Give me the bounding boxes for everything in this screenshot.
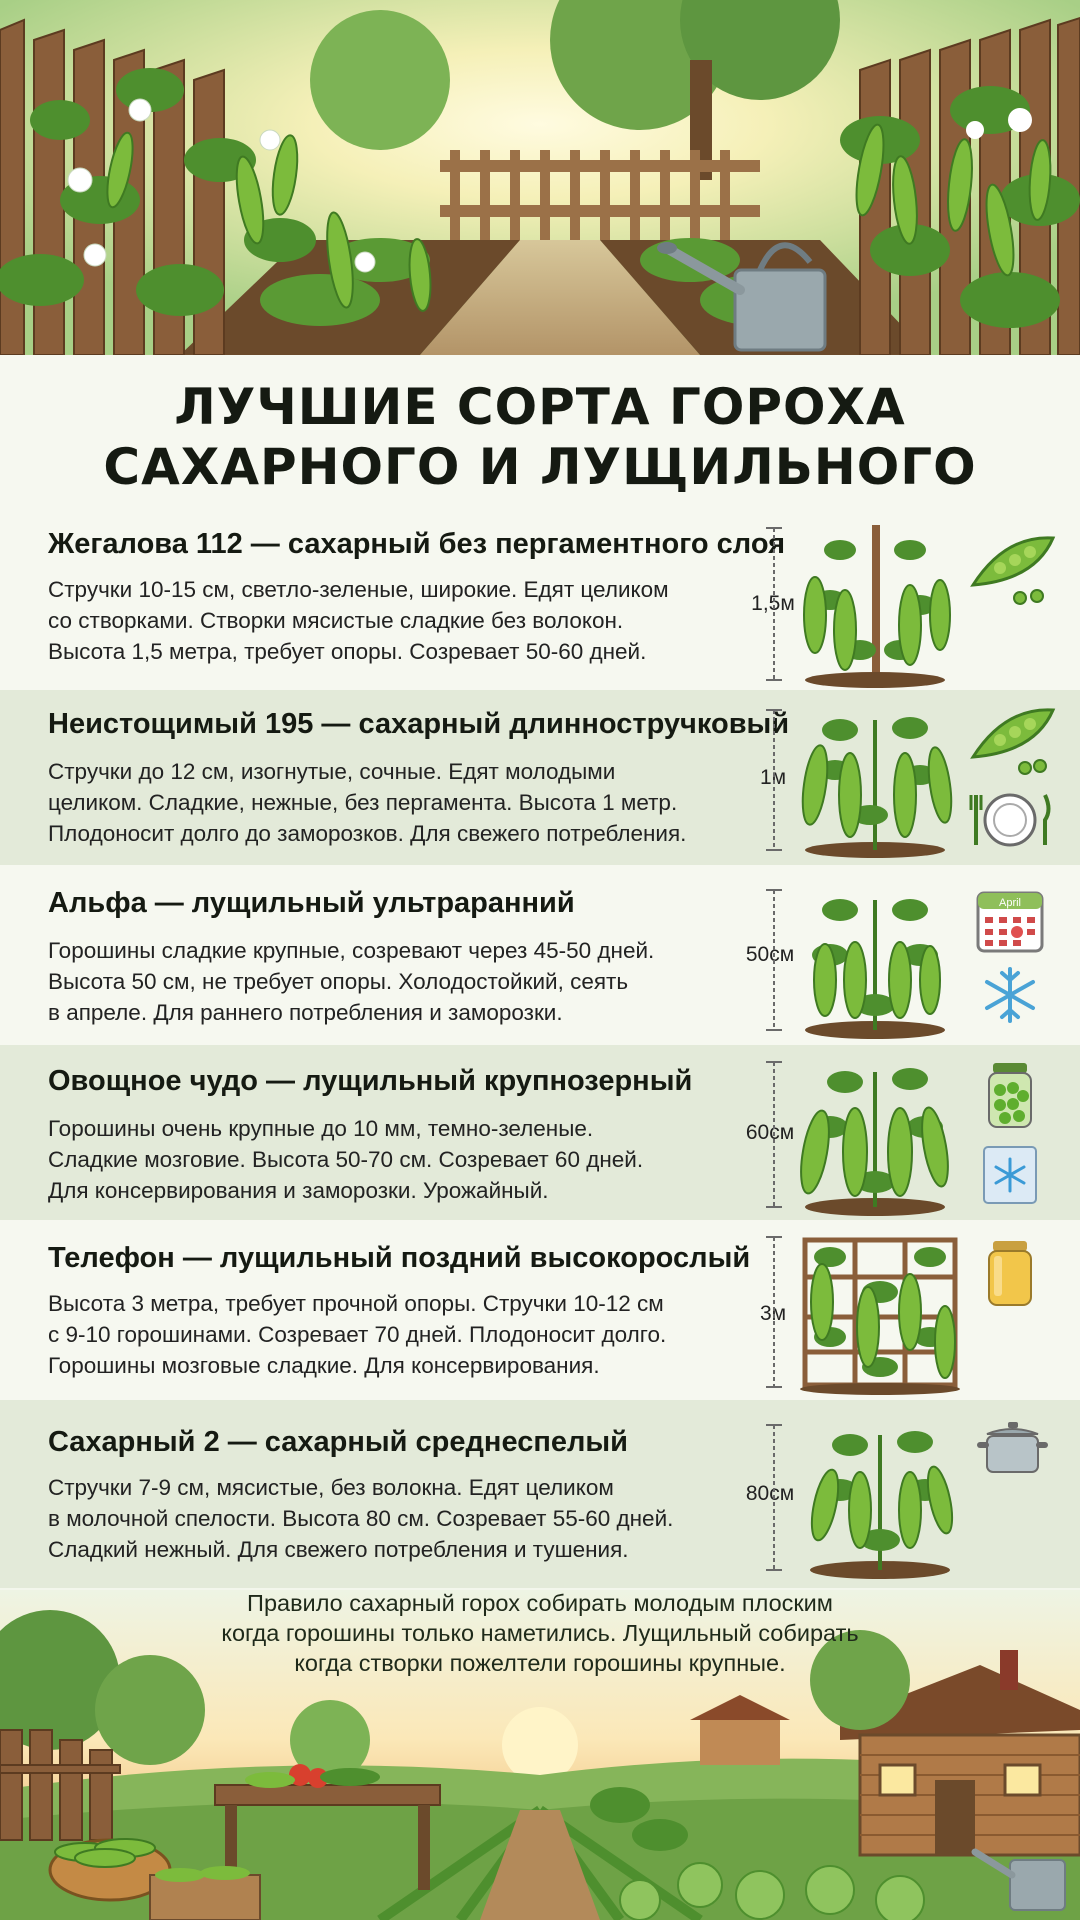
description-line: Стручки 7-9 см, мясистые, без волокна. Едят целиком [48,1475,614,1500]
description-line: Сладкий нежный. Для свежего потребления и тушения. [48,1537,629,1562]
description-line: в апреле. Для раннего потребления и заморозки. [48,1000,563,1025]
variety-name: Альфа — лущильный ультраранний [48,887,575,919]
description-line: Горошины сладкие крупные, созревают через 45-50 дней. [48,938,655,963]
plant-height-illustration [760,700,970,860]
variety-name: Неистощимый 195 — сахарный длинностручковый [48,708,790,740]
plant-height-illustration [760,885,970,1040]
variety-card-5 [0,1220,1080,1400]
plate-cutlery-icon [968,790,1053,850]
plant-height-illustration [760,1232,970,1397]
pea-pod-icon [965,530,1060,610]
variety-name: Жегалова 112 — сахарный без пергаментного слоя [48,528,786,560]
height-label: 50см [745,943,795,966]
variety-card-1 [0,520,1080,690]
description-line: Для консервирования и заморозки. Урожайный. [48,1178,549,1203]
variety-card-3 [0,865,1080,1045]
description-line: с 9-10 горошинами. Созревает 70 дней. Плодоносит долго. [48,1322,667,1347]
footer-line: Правило сахарный горох собирать молодым плоским [247,1590,833,1616]
variety-description [48,1113,748,1206]
calendar-month-label: April [998,897,1022,909]
footer-line: когда горошины только наметились. Лущильный собирать [221,1620,859,1646]
variety-name: Овощное чудо — лущильный крупнозерный [48,1065,693,1097]
variety-description [48,756,748,849]
height-label: 60см [745,1121,795,1144]
description-line: Плодоносит долго до заморозков. Для свежего потребления. [48,821,687,846]
description-line: Горошины мозговые сладкие. Для консервирования. [48,1353,600,1378]
description-line: Высота 50 см, не требует опоры. Холодостойкий, сеять [48,969,629,994]
description-line: Стручки до 12 см, изогнутые, сочные. Едят молодыми [48,759,616,784]
title-block [0,355,1080,520]
hero-garden-illustration [0,0,1080,355]
jar-peas-icon [985,1060,1035,1130]
description-line: Стручки 10-15 см, светло-зеленые, широкие. Едят целиком [48,577,669,602]
variety-name: Сахарный 2 — сахарный среднеспелый [48,1426,628,1458]
harvest-rule-note [0,1588,1080,1678]
description-line: Высота 1,5 метра, требует опоры. Созревает 50-60 дней. [48,639,647,664]
description-line: Высота 3 метра, требует прочной опоры. Стручки 10-12 см [48,1291,664,1316]
description-line: в молочной спелости. Высота 80 см. Созревает 55-60 дней. [48,1506,674,1531]
footer-line: когда створки пожелтели горошины крупные. [294,1650,786,1676]
page-title-line-1: ЛУЧШИЕ СОРТА ГОРОХА [174,378,906,436]
description-line: Сладкие мозговие. Высота 50-70 см. Созревает 60 дней. [48,1147,644,1172]
variety-description [48,1472,748,1565]
description-line: со створками. Створки мясистые сладкие без волокон. [48,608,624,633]
calendar-icon [975,885,1045,955]
cooking-pot-icon [975,1420,1050,1480]
plant-height-illustration [760,1420,970,1580]
page-title-line-2: САХАРНОГО И ЛУЩИЛЬНОГО [103,438,977,496]
height-label: 1,5м [751,592,795,615]
height-label: 3м [759,1302,787,1325]
variety-card-6 [0,1400,1080,1588]
frozen-bag-icon [980,1143,1040,1208]
variety-description [48,935,748,1028]
height-label: 1м [759,766,787,789]
description-line: целиком. Сладкие, нежные, без пергамента. Высота 1 метр. [48,790,678,815]
honey-jar-icon [985,1238,1035,1308]
variety-card-2 [0,690,1080,865]
variety-name: Телефон — лущильный поздний высокорослый [48,1242,751,1274]
height-label: 80см [745,1482,795,1505]
plant-height-illustration [760,1057,970,1217]
description-line: Горошины очень крупные до 10 мм, темно-зеленые. [48,1116,594,1141]
variety-description [48,1288,748,1381]
plant-height-illustration [760,520,970,690]
variety-card-4 [0,1045,1080,1220]
variety-description [48,574,748,667]
pea-pod-icon [965,702,1060,777]
snowflake-icon [980,965,1040,1025]
